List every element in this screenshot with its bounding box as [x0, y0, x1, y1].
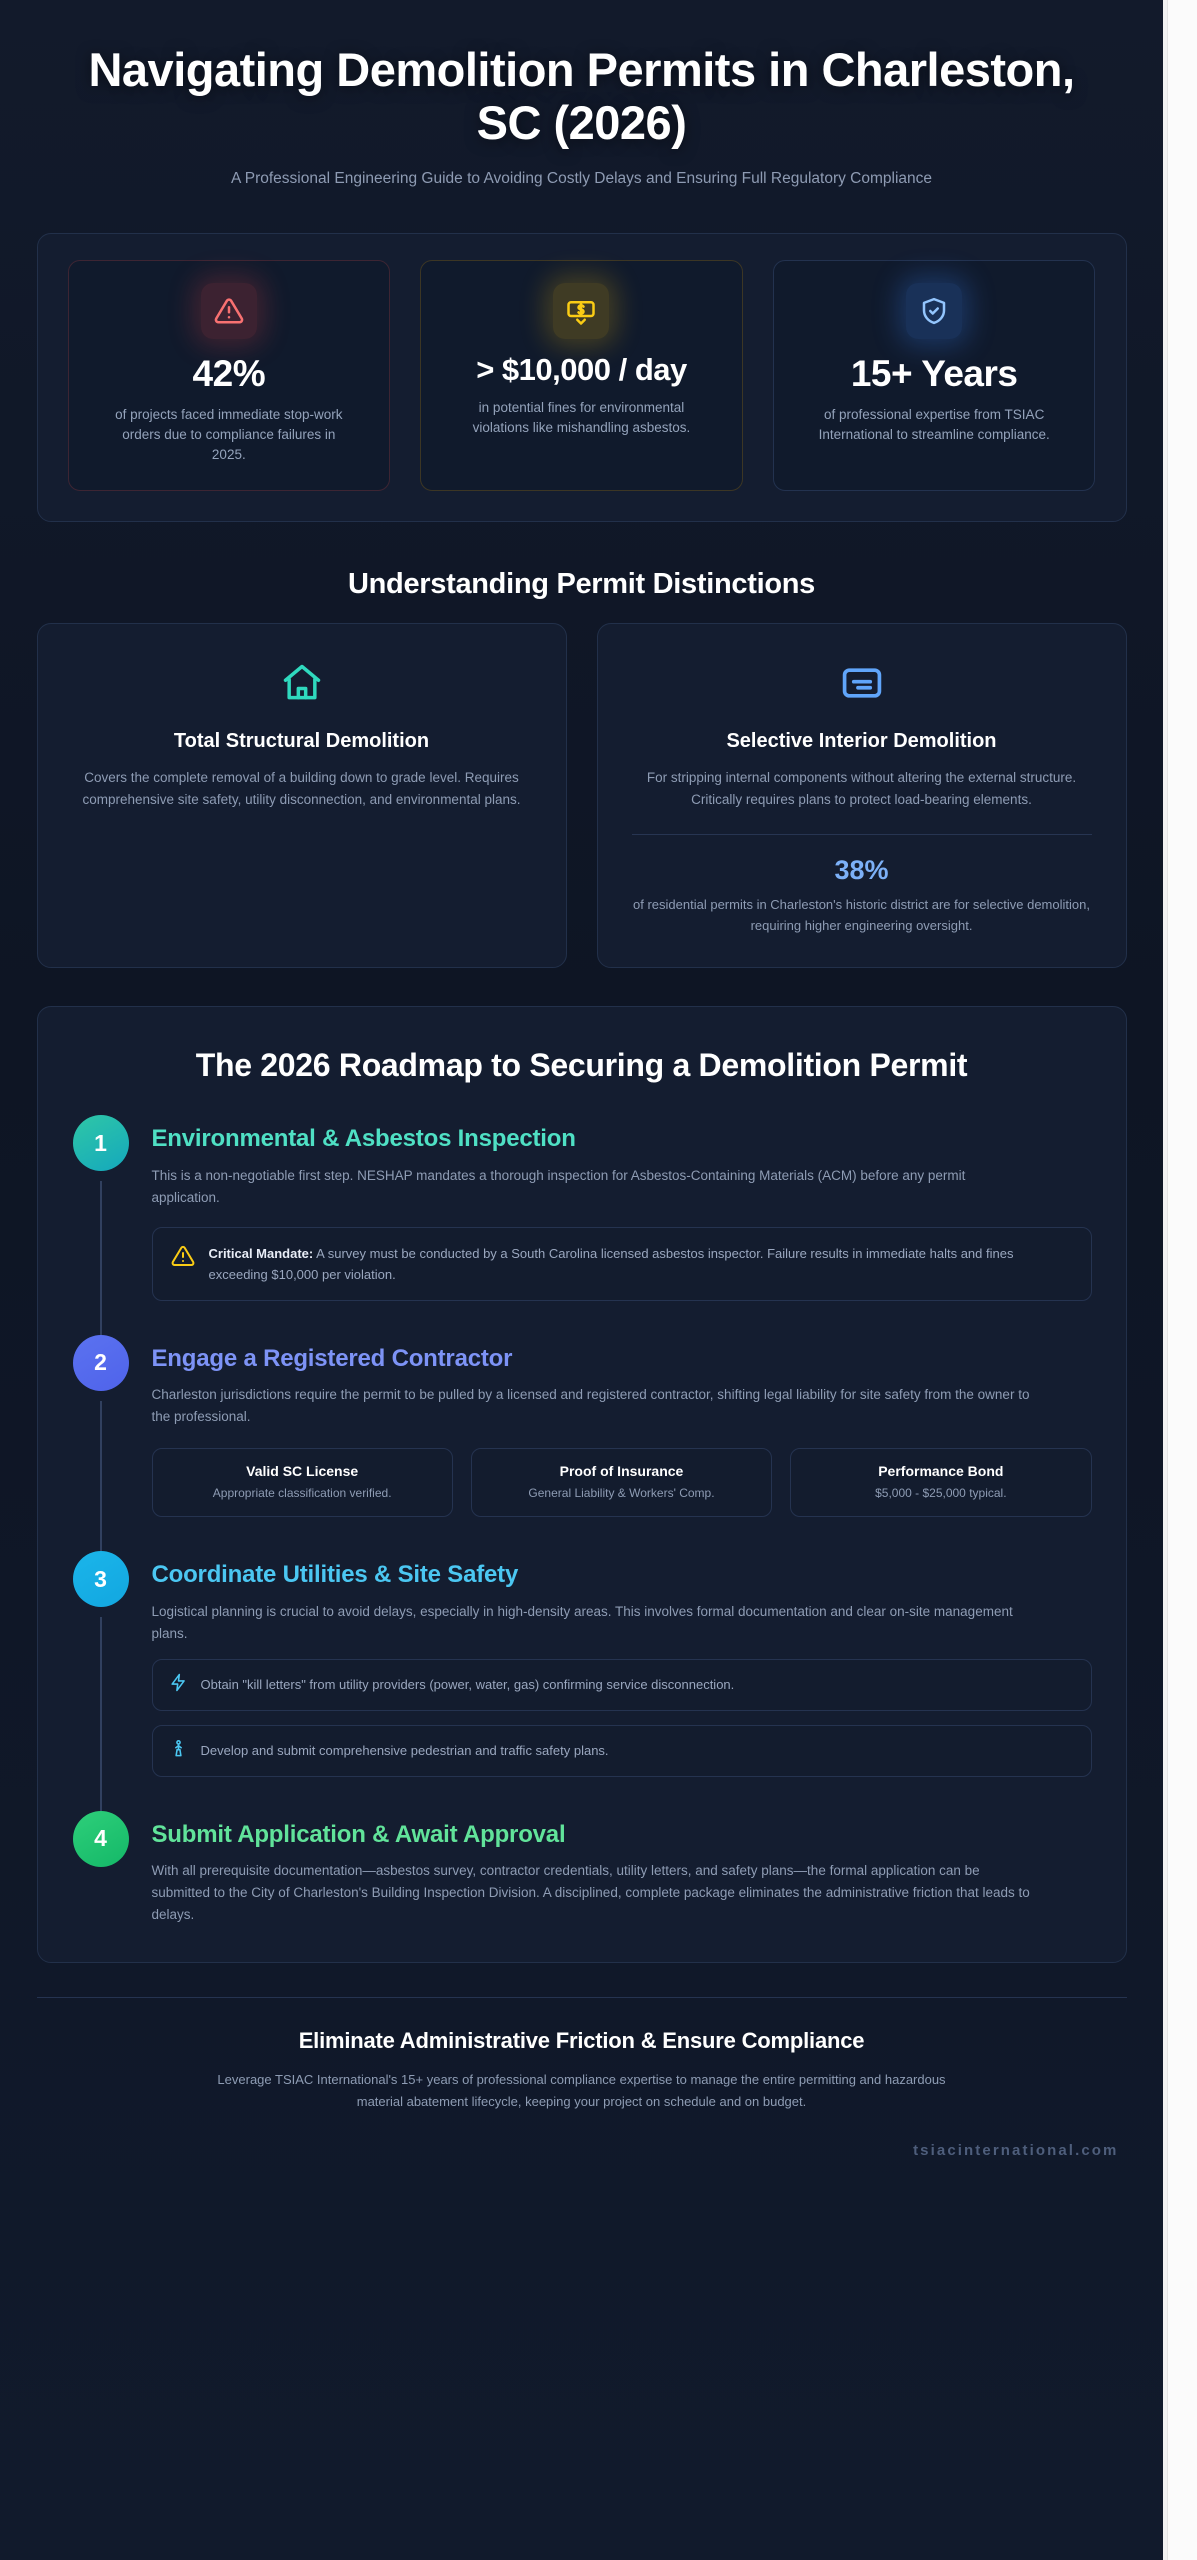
page-scrollbar[interactable]: [1167, 0, 1197, 2560]
step-body: [152, 1115, 1092, 1335]
stat-value: 15+ Years: [850, 352, 1018, 394]
critical-mandate-callout: [152, 1227, 1092, 1301]
section-heading-distinctions: Understanding Permit Distinctions: [347, 567, 816, 600]
credential-card: [152, 1448, 453, 1517]
step-body: [152, 1811, 1092, 1926]
key-statistics-panel: [37, 233, 1127, 522]
footer-section: [37, 1998, 1127, 2159]
permit-distinctions-grid: [37, 623, 1127, 968]
interior-panel-icon: [626, 658, 1098, 708]
step-description: Logistical planning is crucial to avoid delays, especially in high-density areas. This involves formal documentation and clear on-site management plans.: [151, 1603, 1013, 1641]
step-body: [152, 1551, 1092, 1811]
step-number-badge: 1: [73, 1115, 129, 1171]
footer-heading: Eliminate Administrative Friction & Ensure Compliance: [298, 2028, 865, 2054]
utility-row-text: Develop and submit comprehensive pedestrian and traffic safety plans.: [200, 1742, 609, 1758]
credential-subtitle: General Liability & Workers' Comp.: [528, 1486, 715, 1501]
stat-description: in potential fines for environmental violations like mishandling asbestos.: [472, 400, 691, 436]
step-title: Submit Application & Await Approval: [151, 1820, 566, 1848]
credential-title: Proof of Insurance: [559, 1463, 684, 1480]
stat-card-expertise-years: [773, 260, 1096, 491]
hero-section: [37, 0, 1127, 209]
roadmap-heading: The 2026 Roadmap to Securing a Demolition Permit: [195, 1047, 968, 1083]
lightning-bolt-icon: [169, 1673, 188, 1697]
distinction-stat-value: 38%: [834, 855, 889, 886]
stat-card-daily-fines: [420, 260, 743, 491]
step-rail: [72, 1115, 130, 1335]
roadmap-step-3: [72, 1551, 1092, 1811]
stat-description: of projects faced immediate stop-work orders due to compliance failures in 2025.: [115, 406, 343, 463]
distinction-stat-description: of residential permits in Charleston's historic district are for selective demolition, requiring higher engineering oversight.: [633, 897, 1090, 934]
stat-value: > $10,000 / day: [476, 351, 687, 387]
home-icon: [66, 658, 538, 708]
footer-paragraph: Leverage TSIAC International's 15+ years of professional compliance expertise to manage the entire permitting and hazardous material abatement lifecycle, keeping your project on schedule and on budget.: [217, 2072, 946, 2109]
page-subtitle: A Professional Engineering Guide to Avoiding Costly Delays and Ensuring Full Regulatory Compliance: [230, 170, 933, 188]
step-connector-line: [100, 1617, 102, 1811]
step-title: Environmental & Asbestos Inspection: [151, 1125, 576, 1152]
step-connector-line: [100, 1401, 102, 1552]
pedestrian-icon: [169, 1739, 188, 1763]
footer-website-url[interactable]: tsiacinternational.com: [913, 2142, 1119, 2160]
step-description: With all prerequisite documentation—asbestos survey, contractor credentials, utility letters, and safety plans—the formal application can be submitted to the City of Charleston's Building Inspection Division. A disciplined, complete package eliminates the administrative friction that leads to delays.: [151, 1863, 1030, 1923]
stat-value: 42%: [192, 352, 266, 394]
step-rail: [72, 1335, 130, 1552]
divider: [632, 834, 1092, 835]
roadmap-step-2: [72, 1335, 1092, 1552]
callout-label: Critical Mandate:: [208, 1245, 314, 1261]
distinction-title: Selective Interior Demolition: [726, 729, 997, 752]
step-description: Charleston jurisdictions require the permit to be pulled by a licensed and registered contractor, shifting legal liability for site safety from the owner to the professional.: [151, 1387, 1030, 1425]
step-title: Engage a Registered Contractor: [151, 1344, 513, 1372]
credential-title: Valid SC License: [246, 1463, 359, 1480]
warning-triangle-icon: [201, 283, 257, 339]
distinction-card-selective-interior: [597, 623, 1127, 968]
callout-text: [209, 1243, 1073, 1285]
page-title: Navigating Demolition Permits in Charleston, SC (2026): [88, 43, 1075, 149]
distinction-body: For stripping internal components without altering the external structure. Critically requires plans to protect load-bearing elements.: [646, 769, 1077, 807]
step-rail: [72, 1551, 130, 1811]
callout-body: A survey must be conducted by a South Carolina licensed asbestos inspector. Failure results in immediate halts and fines exceeding $10,000 per violation.: [208, 1245, 1014, 1282]
step-number-badge: 3: [73, 1551, 129, 1607]
step-title: Coordinate Utilities & Site Safety: [151, 1561, 519, 1589]
roadmap-panel: [37, 1006, 1127, 1963]
step-body: [152, 1335, 1092, 1552]
contractor-credentials-grid: [152, 1448, 1092, 1517]
stat-card-compliance-failures: [68, 260, 391, 491]
step-connector-line: [100, 1181, 102, 1335]
credential-card: [790, 1448, 1091, 1517]
credential-title: Performance Bond: [878, 1463, 1004, 1480]
distinction-body: Covers the complete removal of a building down to grade level. Requires comprehensive site safety, utility disconnection, and environmental plans.: [82, 769, 521, 807]
stat-description: of professional expertise from TSIAC International to streamline compliance.: [818, 406, 1050, 443]
utility-row-text: Obtain "kill letters" from utility providers (power, water, gas) confirming service disconnection.: [200, 1676, 735, 1692]
step-number-badge: 4: [73, 1811, 129, 1867]
distinction-card-total-structural: [37, 623, 567, 968]
step-rail: [72, 1811, 130, 1926]
step-description: This is a non-negotiable first step. NESHAP mandates a thorough inspection for Asbestos-Containing Materials (ACM) before any permit application.: [151, 1167, 966, 1205]
utility-row-safety-plans: [152, 1725, 1092, 1777]
distinction-title: Total Structural Demolition: [173, 729, 430, 752]
credential-card: [471, 1448, 772, 1517]
roadmap-step-1: [72, 1115, 1092, 1335]
credential-subtitle: $5,000 - $25,000 typical.: [875, 1486, 1007, 1501]
roadmap-step-4: [72, 1811, 1092, 1926]
money-bill-dollar-icon: [553, 283, 609, 339]
step-number-badge: 2: [73, 1335, 129, 1391]
utility-row-kill-letters: [152, 1659, 1092, 1711]
shield-check-icon: [906, 283, 962, 339]
warning-triangle-icon: [171, 1243, 195, 1273]
credential-subtitle: Appropriate classification verified.: [212, 1486, 392, 1501]
